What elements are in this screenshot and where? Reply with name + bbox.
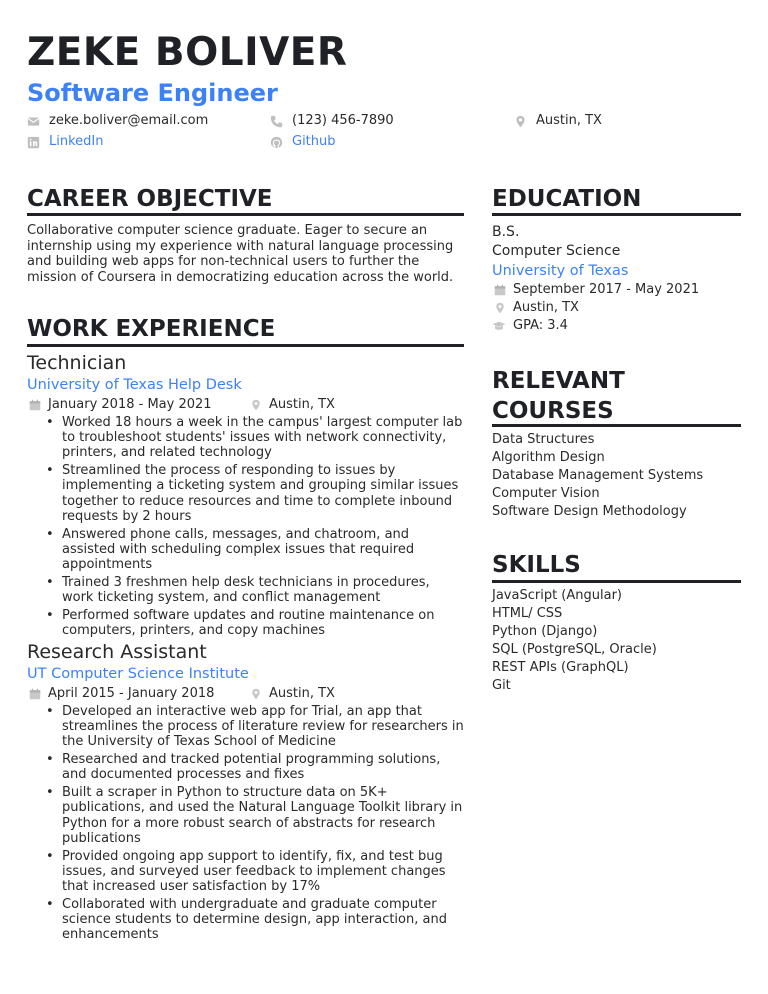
education-location: Austin, TX xyxy=(494,300,579,316)
job-2-bullets xyxy=(27,704,464,945)
objective-heading: CAREER OBJECTIVE xyxy=(27,186,273,212)
job-2-location: Austin, TX xyxy=(250,686,335,702)
location-text: Austin, TX xyxy=(536,113,602,128)
phone-icon xyxy=(270,115,283,128)
degree: B.S. xyxy=(492,224,520,240)
list-item: Python (Django) xyxy=(492,624,598,639)
skills-heading: SKILLS xyxy=(492,552,581,578)
job-1-location: Austin, TX xyxy=(250,397,335,413)
map-pin-icon xyxy=(494,302,506,314)
list-item: REST APIs (GraphQL) xyxy=(492,660,629,675)
map-pin-icon xyxy=(250,399,262,411)
list-item: Git xyxy=(492,678,511,693)
envelope-icon xyxy=(27,115,40,128)
courses-heading: RELEVANT COURSES xyxy=(492,368,625,424)
map-pin-icon xyxy=(250,688,262,700)
list-item: • Performed software updates and routine maintenance on computers, printers, and copy machines xyxy=(27,608,464,638)
github-link[interactable]: Github xyxy=(292,134,336,149)
job-1-bullets xyxy=(27,415,464,641)
list-item: Computer Vision xyxy=(492,486,600,501)
job-1-org: University of Texas Help Desk xyxy=(27,377,242,393)
courses-list xyxy=(492,431,703,521)
education-dates: September 2017 - May 2021 xyxy=(494,282,699,298)
list-item: • Researched and tracked potential programming solutions, and documented processes and fixes xyxy=(27,752,464,782)
job-2-org: UT Computer Science Institute xyxy=(27,666,249,682)
list-item: • Collaborated with undergraduate and graduate computer science students to determine design, app interaction, and enhancements xyxy=(27,897,464,943)
work-divider xyxy=(27,344,464,347)
education-divider xyxy=(492,213,741,216)
calendar-icon xyxy=(29,688,41,700)
phone-text: (123) 456-7890 xyxy=(292,113,394,128)
list-item: • Provided ongoing app support to identify, fix, and test bug issues, and surveyed user feedback to implement changes that increased user satisfaction by 17% xyxy=(27,849,464,895)
list-item: HTML/ CSS xyxy=(492,606,563,621)
list-item: • Worked 18 hours a week in the campus' largest computer lab to troubleshoot students' issues with network connectivity, printers, and related technology xyxy=(27,415,464,461)
calendar-icon xyxy=(494,284,506,296)
contact-email xyxy=(27,112,208,130)
work-heading: WORK EXPERIENCE xyxy=(27,316,276,342)
skills-list xyxy=(492,587,657,695)
education-heading: EDUCATION xyxy=(492,186,642,212)
job-2-dates: April 2015 - January 2018 xyxy=(29,686,214,702)
list-item: SQL (PostgreSQL, Oracle) xyxy=(492,642,657,657)
list-item: Data Structures xyxy=(492,432,595,447)
list-item: JavaScript (Angular) xyxy=(492,588,622,603)
field-of-study: Computer Science xyxy=(492,243,621,259)
objective-text: Collaborative computer science graduate. Eager to secure an internship using my experience with natural language processing and building web apps for non-technical users to further the mission of Coursera in democratizing education across the world. xyxy=(27,223,454,285)
calendar-icon xyxy=(29,399,41,411)
courses-divider xyxy=(492,424,741,427)
github-icon xyxy=(270,136,283,149)
list-item: • Developed an interactive web app for Trial, an app that streamlines the process of literature review for researchers in the University of Texas School of Medicine xyxy=(27,704,464,750)
candidate-name: ZEKE BOLIVER xyxy=(27,30,348,75)
objective-divider xyxy=(27,213,464,216)
education-gpa: GPA: 3.4 xyxy=(492,318,568,334)
job-1-title: Technician xyxy=(27,352,127,374)
map-pin-icon xyxy=(514,115,527,128)
list-item: • Trained 3 freshmen help desk technicians in procedures, work ticketing system, and conflict management xyxy=(27,575,464,605)
job-title-headline: Software Engineer xyxy=(27,79,278,107)
list-item: • Streamlined the process of responding to issues by implementing a ticketing system and grouping similar issues together to reduce resources and time to complete inbound requests by 2 hours xyxy=(27,463,464,524)
contact-github[interactable] xyxy=(270,133,336,151)
contact-phone xyxy=(270,112,394,130)
list-item: Software Design Methodology xyxy=(492,504,687,519)
contact-linkedin[interactable] xyxy=(27,133,103,151)
email-text: zeke.boliver@email.com xyxy=(49,113,209,128)
linkedin-link[interactable]: LinkedIn xyxy=(49,134,104,149)
graduation-cap-icon xyxy=(492,319,506,333)
job-2-title: Research Assistant xyxy=(27,641,207,663)
linkedin-icon xyxy=(27,136,40,149)
list-item: • Answered phone calls, messages, and chatroom, and assisted with scheduling complex issues that required appointments xyxy=(27,527,464,573)
list-item: Algorithm Design xyxy=(492,450,605,465)
list-item: • Built a scraper in Python to structure data on 5K+ publications, and used the Natural Language Toolkit library in Python for a more robust search of abstracts for research publications xyxy=(27,785,464,846)
job-1-dates: January 2018 - May 2021 xyxy=(29,397,212,413)
contact-location xyxy=(514,112,602,130)
school-name: University of Texas xyxy=(492,263,629,279)
skills-divider xyxy=(492,580,741,583)
list-item: Database Management Systems xyxy=(492,468,704,483)
